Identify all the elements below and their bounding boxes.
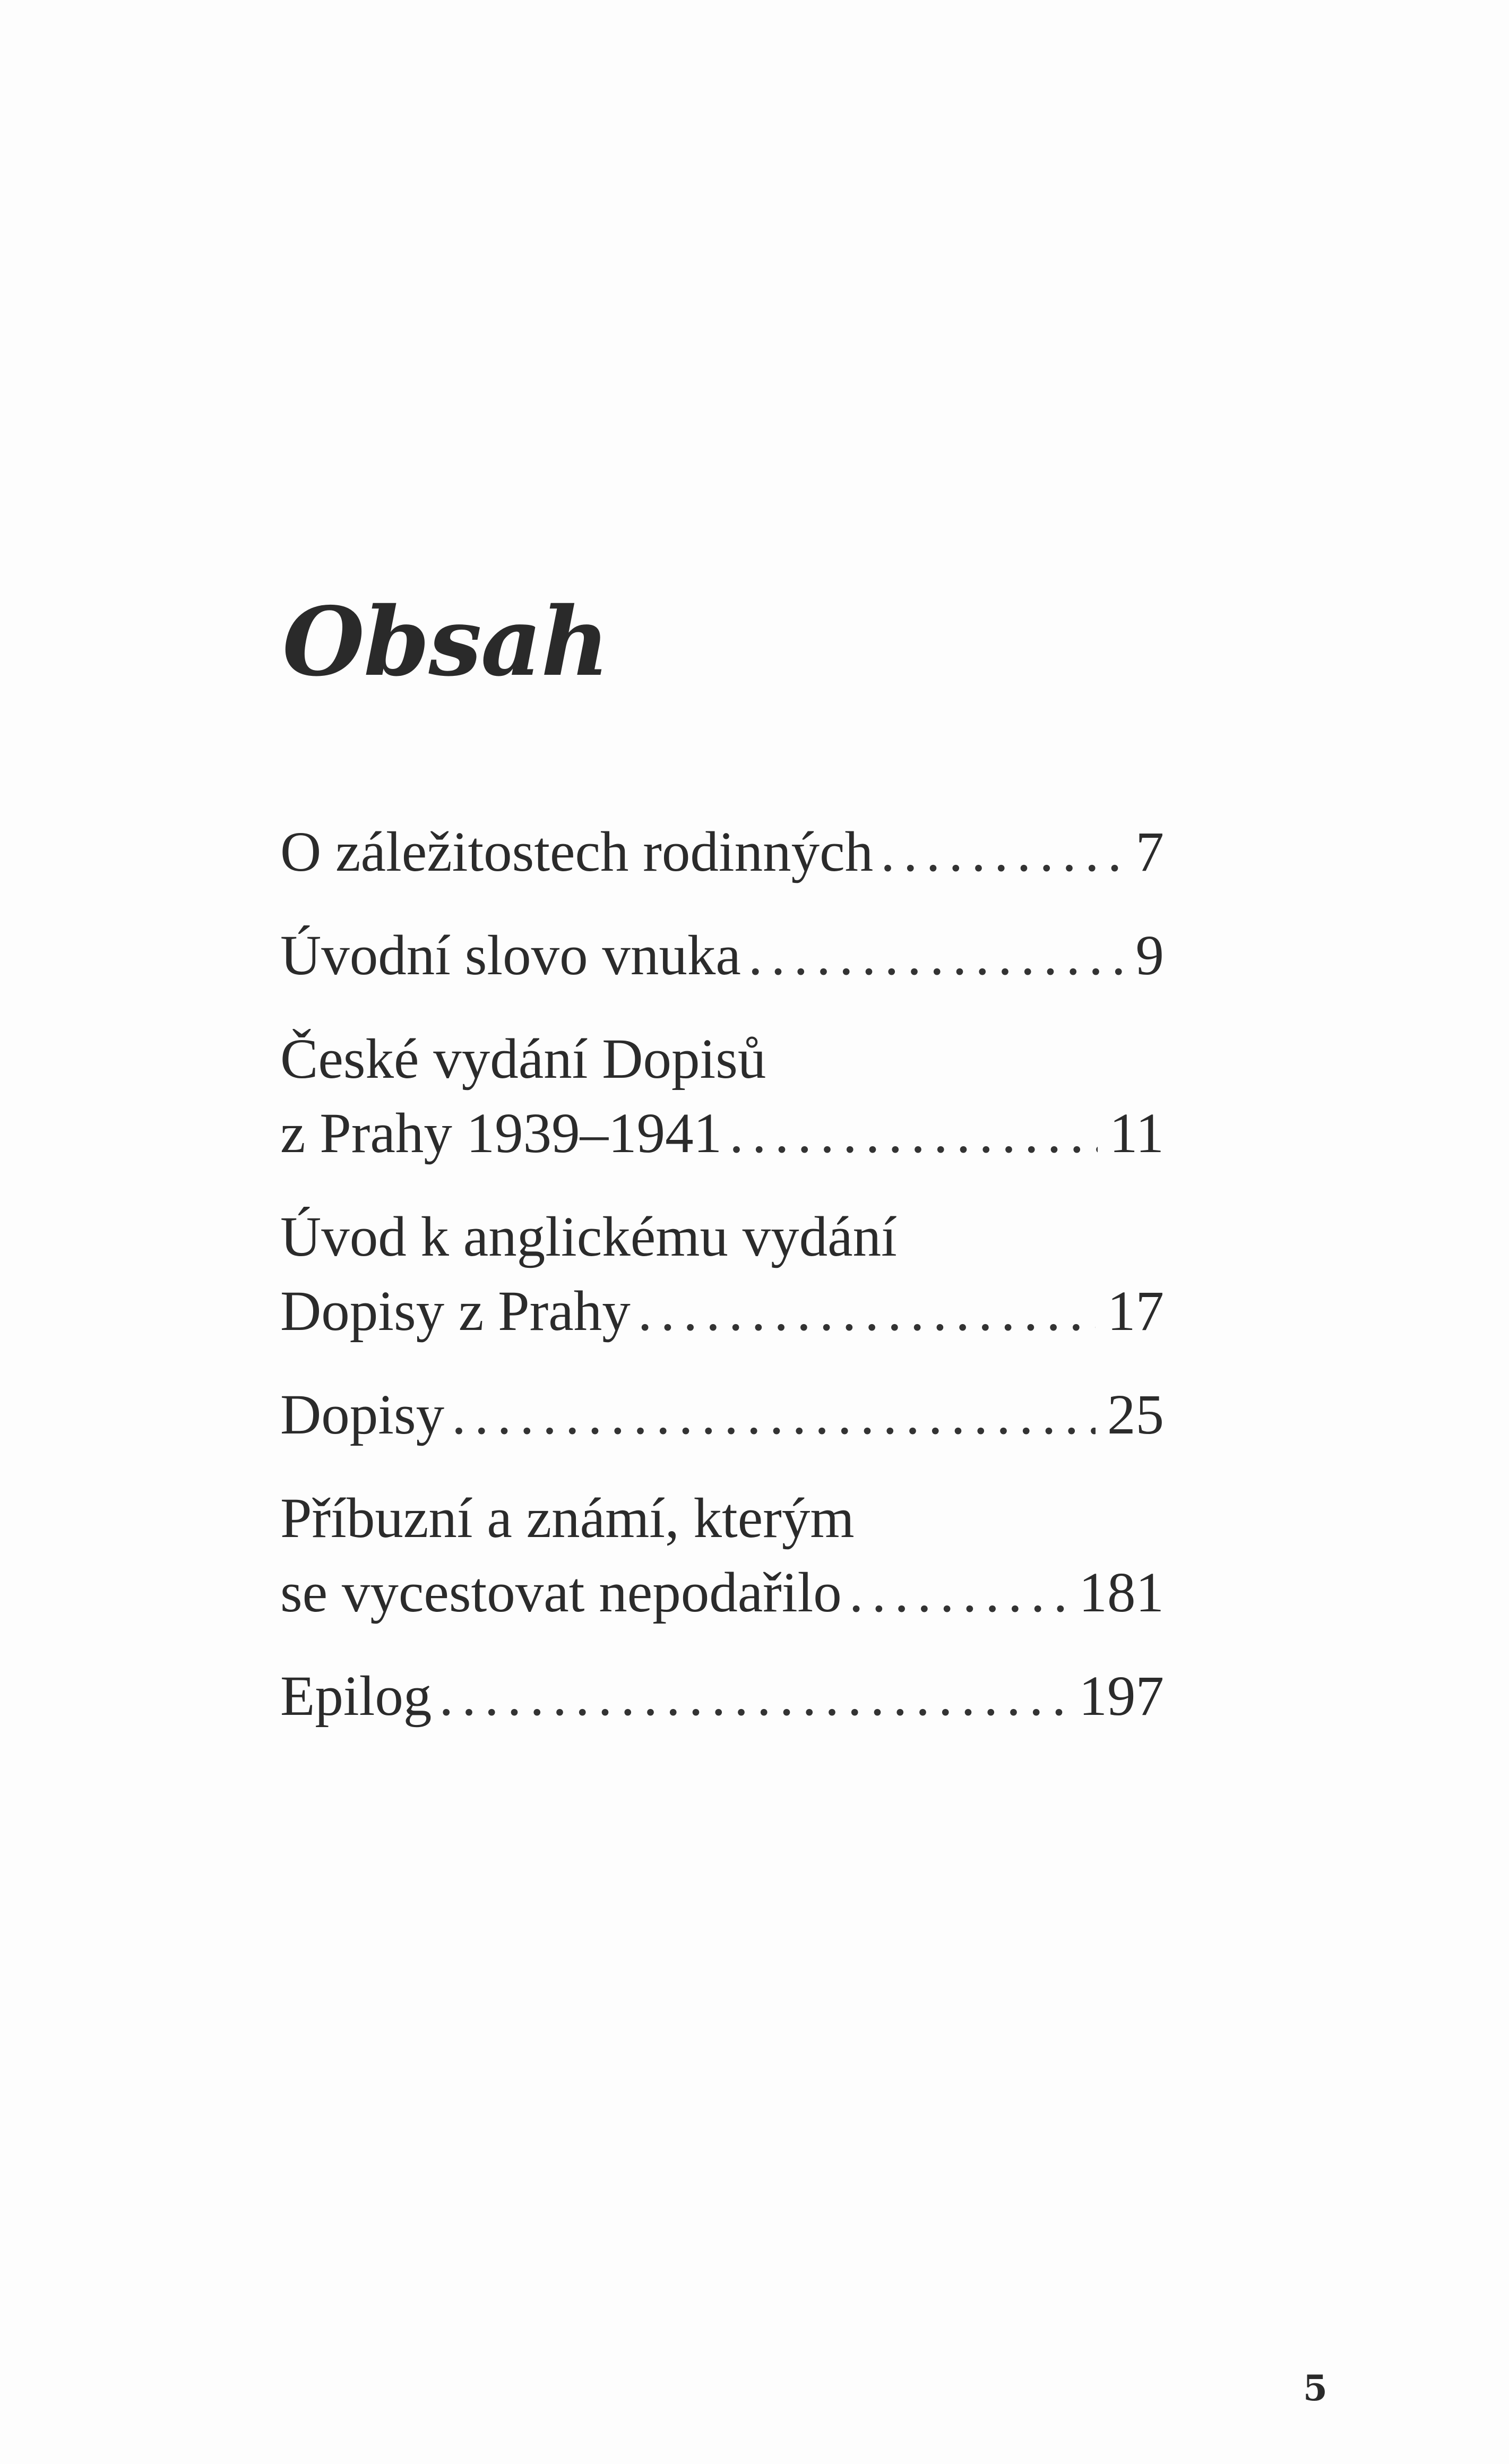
- toc-entry-line: [280, 815, 1164, 889]
- toc-entry-title: O záležitostech rodinných: [280, 821, 874, 883]
- toc-entry: [280, 1378, 1164, 1452]
- toc-page-number: 181: [1079, 1561, 1164, 1624]
- toc-entry: [280, 1022, 1164, 1171]
- toc-entry-title-continued: se vycestovat nepodařilo: [280, 1561, 842, 1624]
- toc-dot-leader: [849, 1556, 1067, 1630]
- toc-entry-line: [280, 1022, 1164, 1096]
- toc-entry: [280, 1659, 1164, 1733]
- toc-dot-leader: [439, 1659, 1067, 1733]
- toc-entry-line: [280, 1481, 1164, 1556]
- toc-entry-title: Dopisy: [280, 1384, 445, 1446]
- toc-dot-leader: [881, 815, 1124, 889]
- toc-entry: [280, 1481, 1164, 1630]
- toc-entry-line: [280, 1274, 1164, 1349]
- toc-entry-title-continued: z Prahy 1939–1941: [280, 1102, 722, 1165]
- page-title: Obsah: [282, 586, 609, 697]
- toc-entry-line: [280, 918, 1164, 993]
- toc-entry-line: [280, 1200, 1164, 1274]
- toc-page-number: 25: [1107, 1384, 1164, 1446]
- toc-entry: [280, 918, 1164, 993]
- toc-page-number: 197: [1079, 1665, 1164, 1728]
- toc-page-number: 17: [1107, 1280, 1164, 1343]
- toc-entry-title: Příbuzní a známí, kterým: [280, 1487, 855, 1550]
- toc-entry-line: [280, 1096, 1164, 1171]
- toc-entry-title: Úvod k anglickému vydání: [280, 1206, 897, 1268]
- toc-entry-line: [280, 1659, 1164, 1733]
- toc-entry-line: [280, 1378, 1164, 1452]
- toc-dot-leader: [729, 1096, 1098, 1171]
- toc-entry-title: Epilog: [280, 1665, 432, 1728]
- table-of-contents: [280, 815, 1164, 1763]
- toc-entry: [280, 1200, 1164, 1349]
- toc-page-number: 9: [1135, 924, 1164, 987]
- toc-page-number: 11: [1109, 1102, 1164, 1165]
- toc-entry-line: [280, 1556, 1164, 1630]
- toc-entry-title: České vydání Dopisů: [280, 1028, 766, 1091]
- toc-dot-leader: [748, 918, 1124, 993]
- toc-entry: [280, 815, 1164, 889]
- toc-entry-title: Úvodní slovo vnuka: [280, 924, 741, 987]
- toc-dot-leader: [452, 1378, 1096, 1452]
- toc-dot-leader: [638, 1274, 1096, 1349]
- page-number: 5: [1303, 2367, 1327, 2409]
- toc-entry-title-continued: Dopisy z Prahy: [280, 1280, 631, 1343]
- toc-page-number: 7: [1135, 821, 1164, 883]
